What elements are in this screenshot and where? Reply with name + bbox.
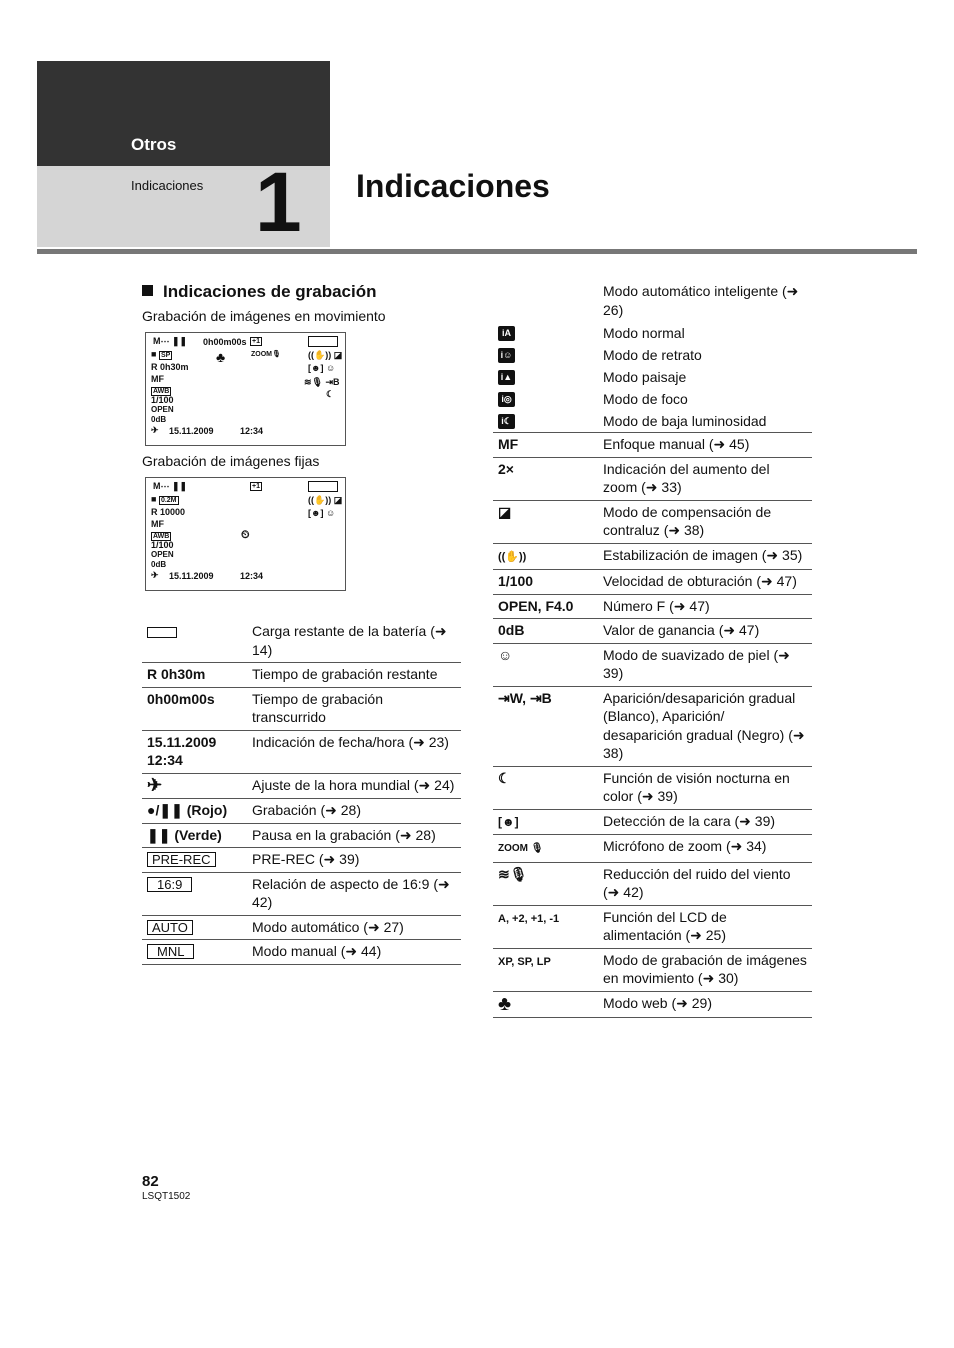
table-row: 16:9 Relación de aspecto de 16:9 (➜ 42) bbox=[142, 872, 461, 915]
table-row: i◎ Modo de foco bbox=[493, 388, 812, 410]
table-row: XP, SP, LP Modo de grabación de imágenes en movimiento (➜ 30) bbox=[493, 948, 812, 991]
zoom-mic-icon: ZOOM 🎙 bbox=[493, 835, 598, 863]
self-timer-icon: ⏲ bbox=[241, 529, 250, 541]
stabilizer-icon: ((✋)) ◪ bbox=[308, 495, 343, 505]
table-row: R 0h30m Tiempo de grabación restante bbox=[142, 663, 461, 688]
scenery-icon: i▲ bbox=[493, 366, 598, 388]
world-time-icon: ✈ bbox=[151, 425, 159, 435]
battery-icon bbox=[308, 481, 338, 494]
movie-caption: Grabación de imágenes en movimiento bbox=[142, 308, 386, 324]
table-row: ⇥W, ⇥B Aparición/desaparición gradual (Blanco), Aparición/ desaparición gradual (Negro) (➜ 38) bbox=[493, 686, 812, 766]
table-row: A, +2, +1, -1 Función del LCD de alimentación (➜ 25) bbox=[493, 905, 812, 948]
table-row: MNL Modo manual (➜ 44) bbox=[142, 940, 461, 965]
section-title: Otros bbox=[131, 135, 177, 154]
breadcrumb: Indicaciones bbox=[131, 178, 204, 193]
elapsed-time: 0h00m00s bbox=[203, 337, 247, 347]
table-row: ☾ Función de visión nocturna en color (➜ 39) bbox=[493, 766, 812, 809]
stabilizer-icon: ((✋)) bbox=[493, 543, 598, 570]
picture-size: ■ 0.2M bbox=[151, 494, 177, 504]
table-row: i☾ Modo de baja luminosidad bbox=[493, 410, 812, 433]
manual-focus: MF bbox=[151, 519, 164, 529]
table-row: PRE-REC PRE-REC (➜ 39) bbox=[142, 848, 461, 873]
table-row: Carga restante de la batería (➜ 14) bbox=[142, 620, 461, 663]
night-view-icon: ☾ bbox=[493, 766, 598, 809]
table-row: ♣ Modo web (➜ 29) bbox=[493, 991, 812, 1018]
table-row: OPEN, F4.0 Número F (➜ 47) bbox=[493, 594, 812, 619]
portrait-icon: i☺ bbox=[493, 344, 598, 366]
stabilizer-icon: ((✋)) ◪ bbox=[308, 350, 343, 360]
table-row: ≋🎙 Reducción del ruido del viento (➜ 42) bbox=[493, 862, 812, 905]
date: 15.11.2009 bbox=[169, 426, 214, 436]
airplane-icon: ✈ bbox=[142, 773, 247, 799]
time: 12:34 bbox=[240, 426, 264, 436]
table-row: i▲ Modo paisaje bbox=[493, 366, 812, 388]
iris: OPEN bbox=[151, 550, 174, 559]
web-mode-icon: ♣ bbox=[493, 991, 598, 1018]
backlight-icon: ◪ bbox=[493, 500, 598, 543]
rec-mode-icon: ■ SP bbox=[151, 349, 171, 359]
remaining-count: R 10000 bbox=[151, 507, 186, 517]
page-number: 82 bbox=[142, 1173, 159, 1190]
lcd-power-icon: A, +2, +1, -1 bbox=[493, 905, 598, 948]
lcd-boost-icon: +1 bbox=[252, 338, 260, 345]
iris: OPEN bbox=[151, 405, 174, 414]
header-dark-block bbox=[37, 61, 330, 166]
face-detect-icon: [☻] ☺ bbox=[308, 363, 336, 373]
table-row: ❚❚ (Verde) Pausa en la grabación (➜ 28) bbox=[142, 823, 461, 848]
rec-pause-icon: M⋯ ❚❚ bbox=[153, 481, 188, 491]
rec-pause-icon: M⋯ ❚❚ bbox=[153, 336, 188, 346]
table-row: AUTO Modo automático (➜ 27) bbox=[142, 915, 461, 940]
battery-icon bbox=[308, 336, 338, 349]
ia-icon: iA bbox=[493, 322, 598, 344]
page-title: Indicaciones bbox=[356, 168, 550, 204]
still-caption: Grabación de imágenes fijas bbox=[142, 453, 320, 469]
face-detect-icon: [☻] bbox=[493, 809, 598, 835]
subheading: Indicaciones de grabación bbox=[142, 282, 377, 302]
rec-mode-icon: XP, SP, LP bbox=[493, 948, 598, 991]
zoom-mic-icon: ZOOM🎙 bbox=[251, 351, 281, 358]
fade-icon: ≋🎙 ⇥B bbox=[304, 377, 340, 387]
awb: AWB bbox=[153, 533, 170, 540]
spotlight-icon: i◎ bbox=[493, 388, 598, 410]
shutter: 1/100 bbox=[151, 395, 174, 405]
table-row: Modo automático inteligente (➜ 26) bbox=[603, 283, 799, 318]
table-row: i☺ Modo de retrato bbox=[493, 344, 812, 366]
still-screen-diagram bbox=[145, 477, 346, 591]
date: 15.11.2009 bbox=[169, 571, 214, 581]
table-row: 2× Indicación del aumento del zoom (➜ 33) bbox=[493, 457, 812, 500]
wind-cut-icon: ≋🎙 bbox=[493, 862, 598, 905]
table-row: iA Modo normal bbox=[493, 322, 812, 344]
right-indicator-table bbox=[493, 280, 812, 1018]
chapter-number: 1 bbox=[255, 155, 302, 249]
doc-code: LSQT1502 bbox=[142, 1191, 191, 1202]
time: 12:34 bbox=[240, 571, 264, 581]
table-row: ●/❚❚ (Rojo) Grabación (➜ 28) bbox=[142, 799, 461, 824]
world-time-icon: ✈ bbox=[151, 570, 159, 580]
lcd-boost-icon: +1 bbox=[252, 483, 260, 490]
table-row: 0h00m00s Tiempo de grabación transcurrido bbox=[142, 687, 461, 730]
night-icon: ☾ bbox=[326, 389, 335, 399]
table-row: ZOOM 🎙 Micrófono de zoom (➜ 34) bbox=[493, 835, 812, 863]
table-row: ✈ Ajuste de la hora mundial (➜ 24) bbox=[142, 773, 461, 799]
awb: AWB bbox=[153, 388, 170, 395]
battery-icon bbox=[142, 620, 247, 663]
table-row: 15.11.2009 12:34 Indicación de fecha/hora (➜ 23) bbox=[142, 730, 461, 773]
table-row: ((✋)) Estabilización de imagen (➜ 35) bbox=[493, 543, 812, 570]
skin-mode-icon: ☺ bbox=[493, 643, 598, 686]
fade-icon: ⇥W, ⇥B bbox=[493, 686, 598, 766]
table-row: ◪ Modo de compensación de contraluz (➜ 38) bbox=[493, 500, 812, 543]
remaining-time: R 0h30m bbox=[151, 362, 189, 372]
web-mode-icon: ♣ bbox=[216, 349, 226, 365]
table-row: [☻] Detección de la cara (➜ 39) bbox=[493, 809, 812, 835]
table-row: ☺ Modo de suavizado de piel (➜ 39) bbox=[493, 643, 812, 686]
low-light-icon: i☾ bbox=[493, 410, 598, 433]
left-indicator-table bbox=[142, 620, 461, 965]
shutter: 1/100 bbox=[151, 540, 174, 550]
gain: 0dB bbox=[151, 560, 167, 569]
table-row: 1/100 Velocidad de obturación (➜ 47) bbox=[493, 570, 812, 595]
table-row: MF Enfoque manual (➜ 45) bbox=[493, 433, 812, 458]
gain: 0dB bbox=[151, 415, 167, 424]
table-row: 0dB Valor de ganancia (➜ 47) bbox=[493, 619, 812, 644]
divider bbox=[37, 249, 917, 254]
face-detect-icon: [☻] ☺ bbox=[308, 508, 336, 518]
manual-focus: MF bbox=[151, 374, 164, 384]
movie-screen-diagram bbox=[145, 332, 346, 446]
